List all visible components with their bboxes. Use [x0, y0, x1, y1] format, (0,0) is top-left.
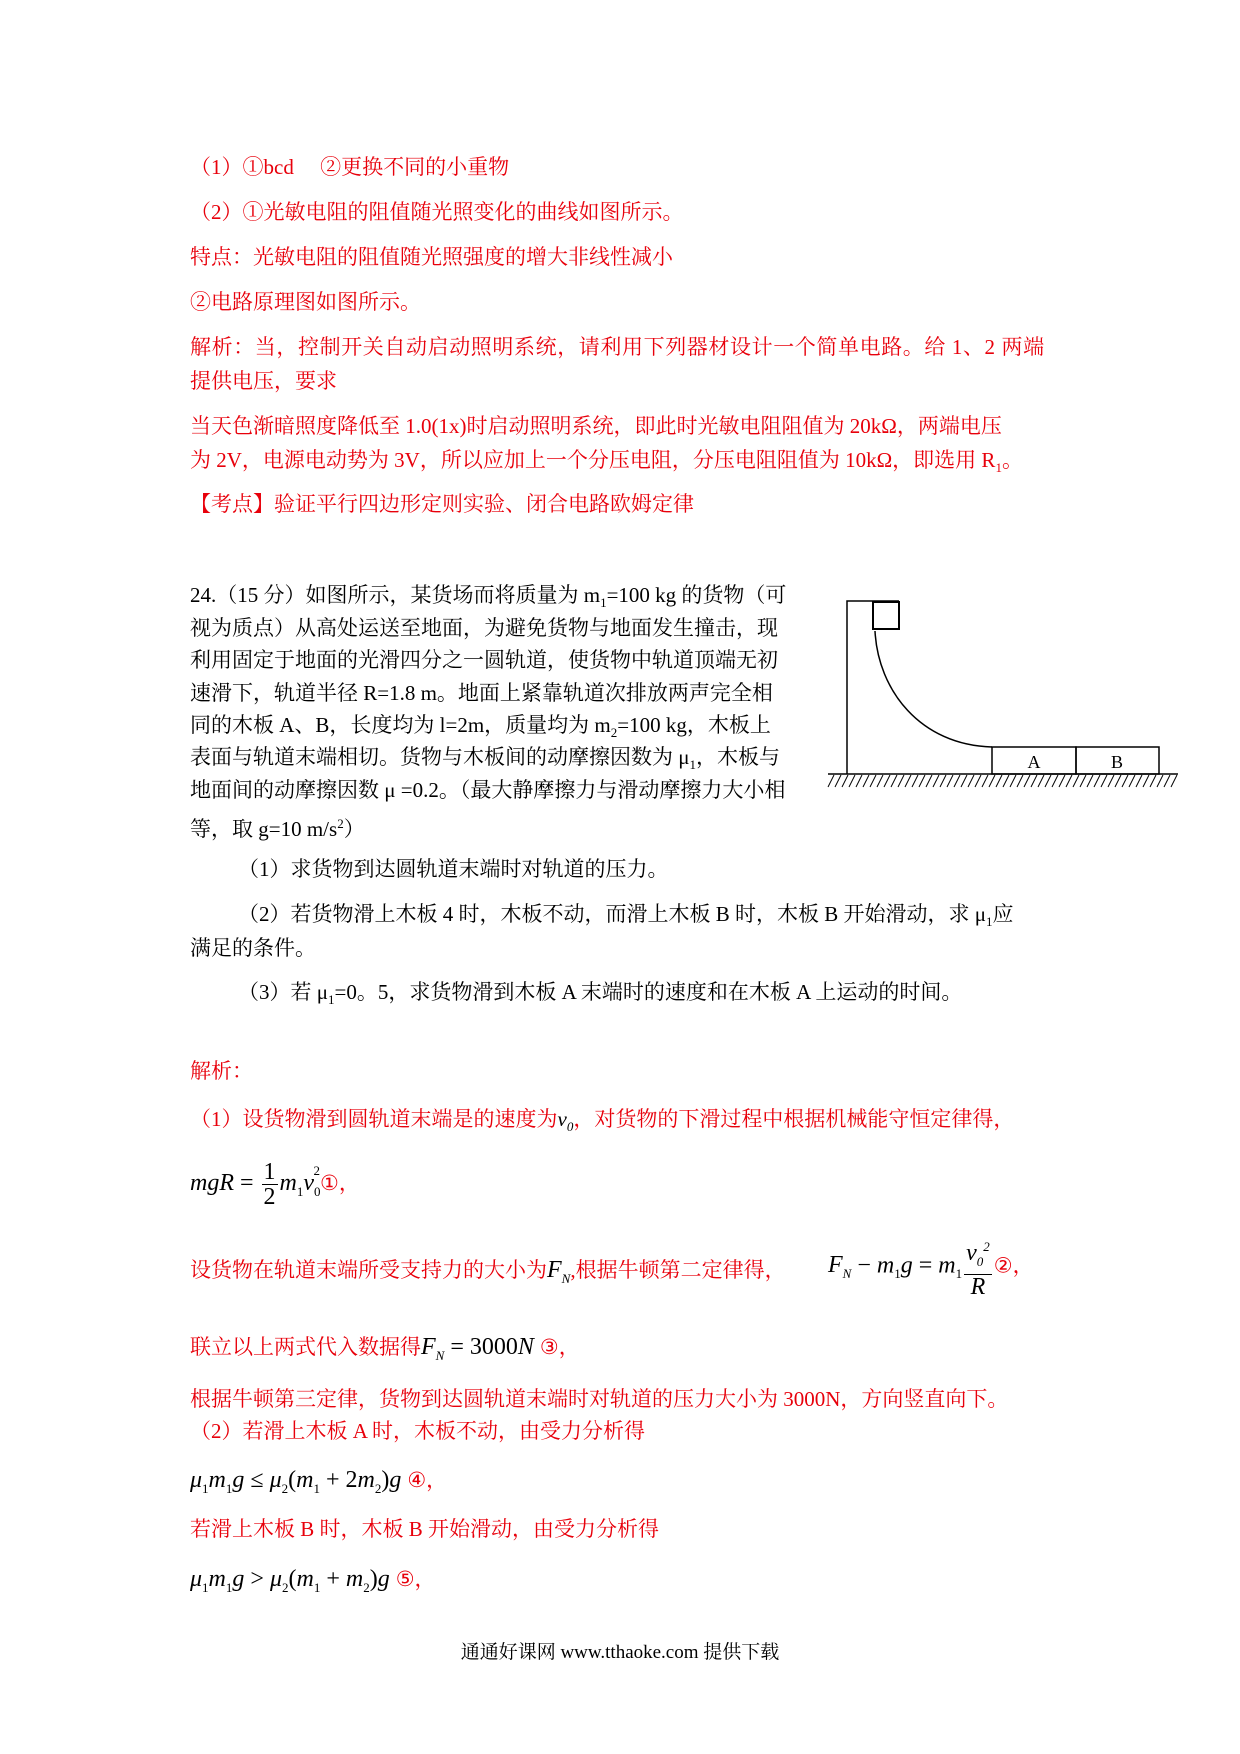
hatch-mark — [849, 775, 855, 787]
answer-line-7: 当天色渐暗照度降低至 1.0(1x)时启动照明系统，即此时光敏电阻阻值为 20kΩ，两端电压 — [190, 414, 1002, 438]
hatch-mark — [1003, 775, 1009, 787]
hatch-mark — [1164, 775, 1170, 787]
solution-line: （2）若滑上木板 A 时，木板不动，由受力分析得 — [190, 1419, 646, 1443]
hatch-mark — [947, 775, 953, 787]
hatch-mark — [877, 775, 883, 787]
hatch-mark — [1108, 775, 1114, 787]
hatch-mark — [1143, 775, 1149, 787]
hatch-mark — [1066, 775, 1072, 787]
hatch-mark — [919, 775, 925, 787]
solution-line: （1）设货物滑到圆轨道末端是的速度为$v_0$，对货物的下滑过程中根据机械能守恒定律得， — [190, 1107, 1015, 1135]
answer-line-2: （2）①光敏电阻的阻值随光照变化的曲线如图所示。 — [190, 200, 684, 224]
solution-line: 设货物在轨道末端所受支持力的大小为$F_N$,根据牛顿第二定律得， — [190, 1257, 786, 1286]
question-line: 24.（15 分）如图所示，某货场而将质量为 $m_1=100$ kg 的货物（可 — [190, 583, 787, 611]
hatch-mark — [870, 775, 876, 787]
hatch-mark — [1073, 775, 1079, 787]
equation-4: $\mu_1m_1g \le \mu_2(m_1 + 2m_2)g$ ④， — [190, 1467, 448, 1496]
hatch-mark — [912, 775, 918, 787]
question-line: 利用固定于地面的光滑四分之一圆轨道，使货物中轨道顶端无初 — [190, 648, 778, 672]
question-line: 表面与轨道末端相切。货物与木板间的动摩擦因数为 $\mu_1$，木板与 — [190, 745, 781, 773]
answer-line-5: 解析：当，控制开关自动启动照明系统，请利用下列器材设计一个简单电路。给 1、2 两端 — [190, 335, 1045, 359]
hatch-mark — [975, 775, 981, 787]
hatch-mark — [1059, 775, 1065, 787]
hatch-mark — [1157, 775, 1163, 787]
hatch-mark — [1038, 775, 1044, 787]
hatch-mark — [1094, 775, 1100, 787]
question-line: 同的木板 A、B，长度均为 l=2m，质量均为 $m_2=100$ kg，木板上 — [190, 713, 771, 741]
board-b-label: B — [1110, 752, 1124, 772]
quarter-circle-track — [875, 631, 992, 747]
hatch-mark — [954, 775, 960, 787]
question-part-3: （3）若 $\mu_1=0$。5，求货物滑到木板 A 末端时的速度和在木板 A 上运动的时间。 — [238, 980, 963, 1008]
hatch-mark — [1171, 775, 1177, 787]
hatch-mark — [1024, 775, 1030, 787]
hatch-mark — [898, 775, 904, 787]
solution-line: 根据牛顿第三定律，货物到达圆轨道末端时对轨道的压力大小为 3000N，方向竖直向下。 — [190, 1387, 1009, 1411]
answer-line-4: ②电路原理图如图所示。 — [190, 290, 421, 314]
board-a-label: A — [1027, 752, 1041, 772]
hatch-mark — [905, 775, 911, 787]
question-part-2-cont: 满足的条件。 — [190, 936, 316, 960]
hatch-mark — [835, 775, 841, 787]
hatch-mark — [961, 775, 967, 787]
hatch-mark — [996, 775, 1002, 787]
answer-line-1: （1）①bcd ②更换不同的小重物 — [190, 155, 510, 179]
hatch-mark — [968, 775, 974, 787]
hatch-mark — [1136, 775, 1142, 787]
question-line: 等，取 g=10 $m/s^2$） — [190, 816, 365, 841]
hatch-mark — [933, 775, 939, 787]
hatch-mark — [1031, 775, 1037, 787]
equation-1: mgR = $\frac{1}{2}$ $m_1v_0^2①$， — [190, 1159, 360, 1210]
question-part-2: （2）若货物滑上木板 4 时，木板不动，而滑上木板 B 时，木板 B 开始滑动，求 $\mu_1$应 — [238, 902, 1014, 930]
solution-title: 解析： — [190, 1059, 253, 1083]
hatch-mark — [863, 775, 869, 787]
hatch-mark — [1115, 775, 1121, 787]
question-line: 速滑下，轨道半径 R=1.8 m。地面上紧靠轨道次排放两声完全相 — [190, 681, 773, 705]
hatch-mark — [828, 775, 834, 787]
hatch-mark — [982, 775, 988, 787]
question-part-1: （1）求货物到达圆轨道末端时对轨道的压力。 — [238, 857, 669, 881]
hatch-mark — [856, 775, 862, 787]
question-line: 视为质点）从高处运送至地面，为避免货物与地面发生撞击，现 — [190, 616, 778, 640]
hatch-mark — [1010, 775, 1016, 787]
hatch-mark — [1087, 775, 1093, 787]
answer-line-8: 为 2V，电源电动势为 3V，所以应加上一个分压电阻，分压电阻阻值为 10kΩ，即选用 $R_1$。 — [190, 448, 1023, 476]
answer-line-6: 提供电压，要求 — [190, 369, 337, 393]
hatch-mark — [1101, 775, 1107, 787]
hatch-mark — [884, 775, 890, 787]
footer: 通通好课网 www.tthaoke.com 提供下载 — [460, 1642, 780, 1663]
hatch-mark — [842, 775, 848, 787]
hatch-mark — [1045, 775, 1051, 787]
hatch-mark — [1017, 775, 1023, 787]
hatch-mark — [1052, 775, 1058, 787]
hatch-mark — [1080, 775, 1086, 787]
solution-line: 联立以上两式代入数据得$F_N = 3000N$ ③， — [190, 1334, 580, 1363]
hatch-mark — [926, 775, 932, 787]
cargo-box — [873, 602, 899, 629]
answer-line-3: 特点：光敏电阻的阻值随光照强度的增大非线性减小 — [190, 245, 673, 269]
hatch-mark — [1150, 775, 1156, 787]
ground-hatch — [828, 775, 1177, 787]
hatch-mark — [940, 775, 946, 787]
hatch-mark — [1129, 775, 1135, 787]
question-line: 地面间的动摩擦因数 μ =0.2。（最大静摩擦力与滑动摩擦力大小相 — [190, 778, 786, 802]
solution-line: 若滑上木板 B 时，木板 B 开始滑动，由受力分析得 — [190, 1517, 660, 1541]
hatch-mark — [891, 775, 897, 787]
answer-line-9: 【考点】验证平行四边形定则实验、闭合电路欧姆定律 — [190, 492, 694, 516]
hatch-mark — [989, 775, 995, 787]
equation-2: $F_N - m_1g = m_1$ $\frac{v_0^2}{R}$ ②， — [828, 1235, 1034, 1299]
hatch-mark — [1122, 775, 1128, 787]
equation-5: $\mu_1m_1g > \mu_2(m_1 + m_2)g$ ⑤， — [190, 1566, 436, 1595]
